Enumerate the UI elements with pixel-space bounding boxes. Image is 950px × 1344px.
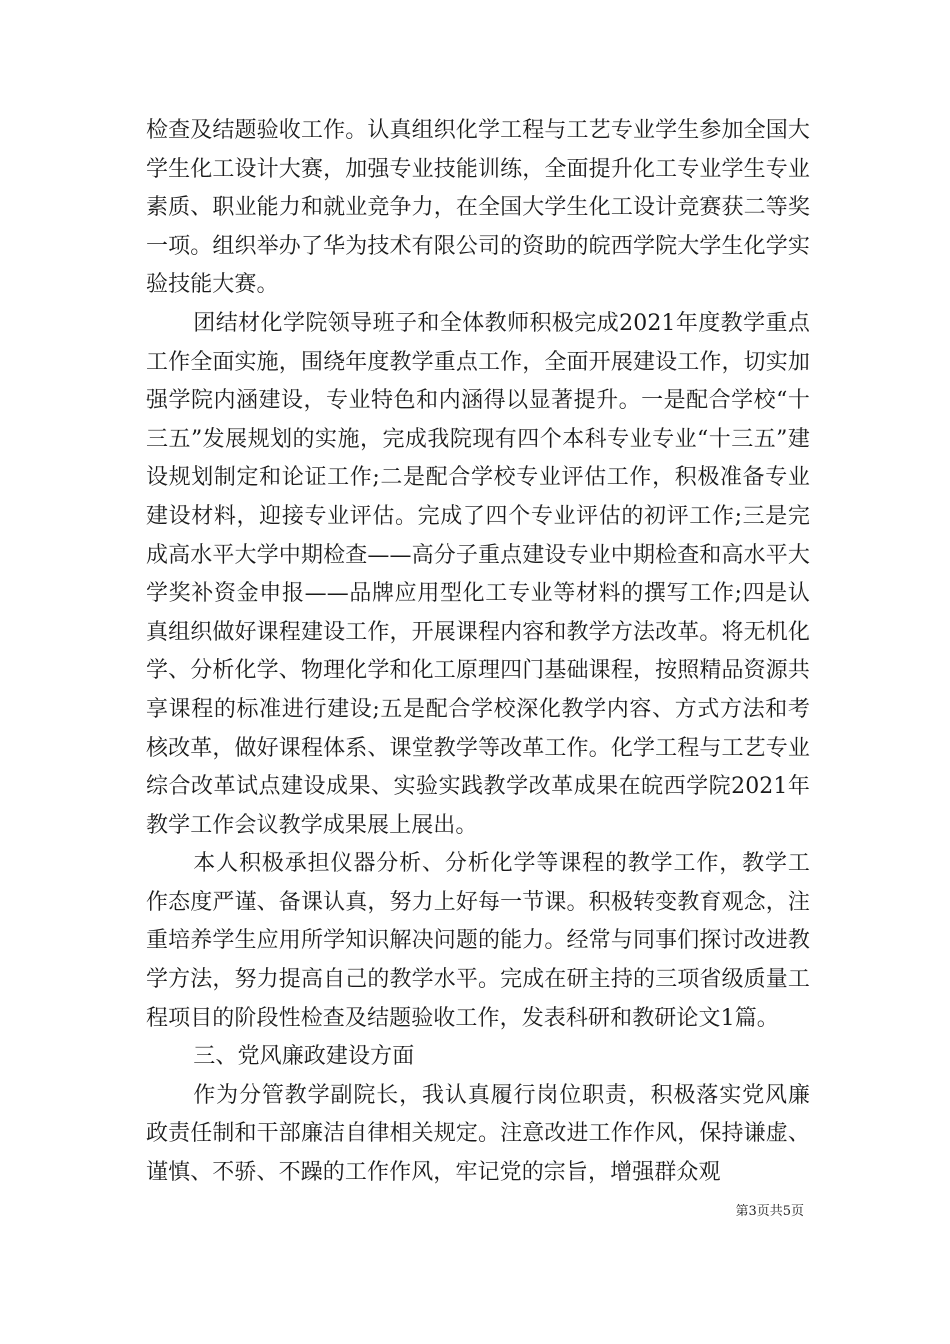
section-heading-party-conduct: 三、党风廉政建设方面 [193,1044,415,1070]
document-page [146,112,810,1193]
page-number-footer: 第3页共5页 [735,1204,804,1219]
paragraph-teaching-reform: 团结材化学院领导班子和全体教师积极完成2021年度教学重点工作全面实施，围绕年度教学重点工作，全面开展建设工作，切实加强学院内涵建设，专业特色和内涵得以显著提升。一是配合学校“十三五”发展规划的实施，完成我院现有四个本科专业专业“十三五”建设规划制定和论证工作;二是配合学校专业评估工作，积极准备专业建设材料，迎接专业评估。完成了四个专业评估的初评工作;三是完成高水平大学中期检查——高分子重点建设专业中期检查和高水平大学奖补资金申报——品牌应用型化工专业等材料的撰写工作;四是认真组织做好课程建设工作，开展课程内容和教学方法改革。将无机化学、分析化学、物理化学和化工原理四门基础课程，按照精品资源共享课程的标准进行建设;五是配合学校深化教学内容、方式方法和考核改革，做好课程体系、课堂教学等改革工作。化学工程与工艺专业综合改革试点建设成果、实验实践教学改革成果在皖西学院2021年教学工作会议教学成果展上展出。 [146,310,810,838]
paragraph-party-conduct: 作为分管教学副院长，我认真履行岗位职责，积极落实党风廉政责任制和干部廉洁自律相关规定。注意改进工作作风，保持谦虚、谨慎、不骄、不躁的工作作风，牢记党的宗旨，增强群众观 [146,1082,810,1186]
paragraph-competition: 检查及结题验收工作。认真组织化学工程与工艺专业学生参加全国大学生化工设计大赛，加强专业技能训练，全面提升化工专业学生专业素质、职业能力和就业竞争力，在全国大学生化工设计竞赛获二等奖一项。组织举办了华为技术有限公司的资助的皖西学院大学生化学实验技能大赛。 [146,118,810,298]
paragraph-personal-teaching: 本人积极承担仪器分析、分析化学等课程的教学工作，教学工作态度严谨、备课认真，努力上好每一节课。积极转变教育观念，注重培养学生应用所学知识解决问题的能力。经常与同事们探讨改进教学方法，努力提高自己的教学水平。完成在研主持的三项省级质量工程项目的阶段性检查及结题验收工作，发表科研和教研论文1篇。 [146,851,810,1031]
